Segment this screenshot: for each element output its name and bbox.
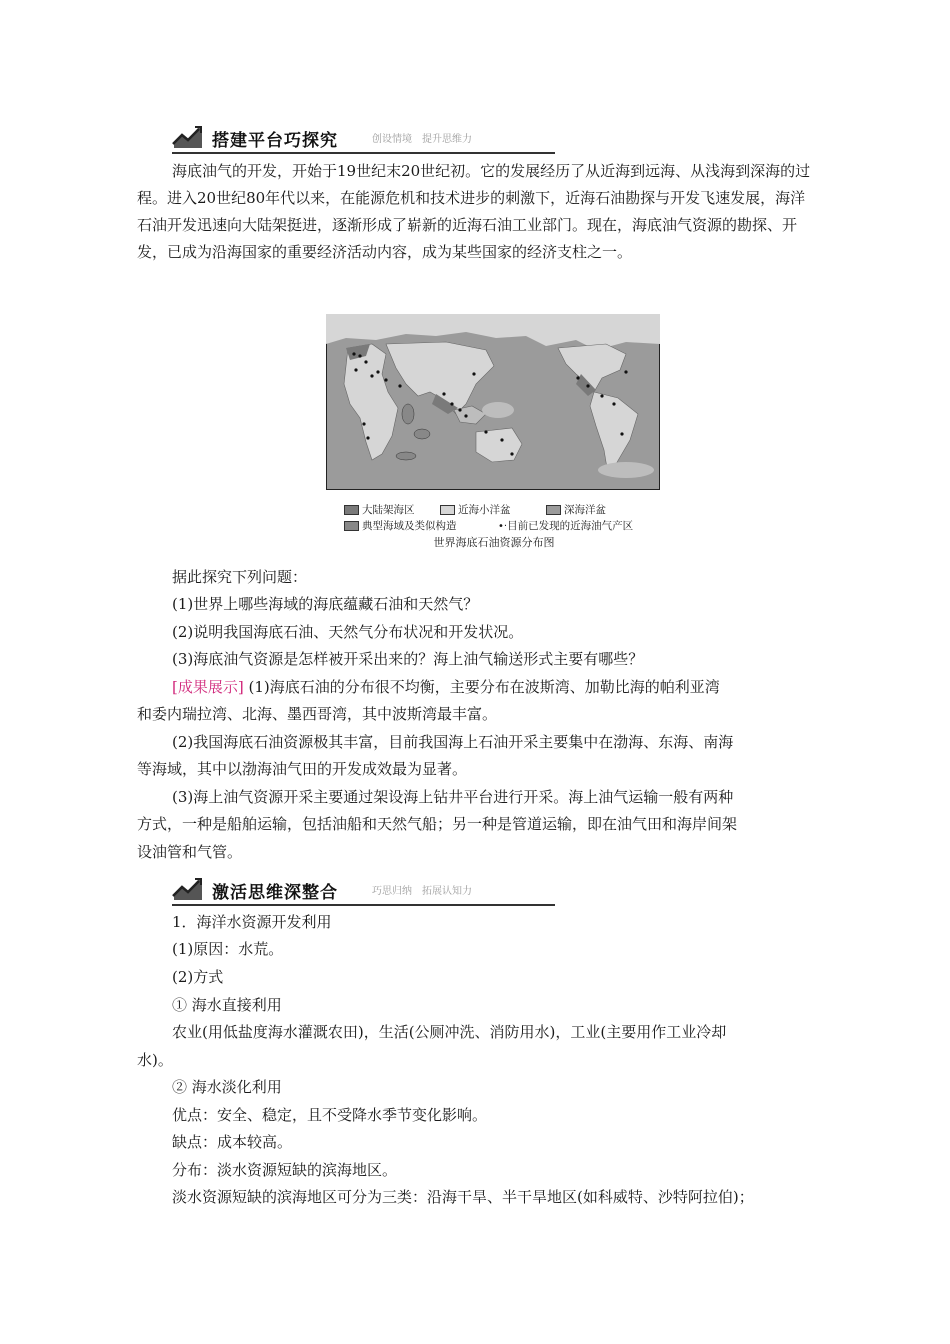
answer-2-line-1: (2)我国海底石油资源极其丰富，目前我国海上石油开采主要集中在渤海、东海、南海 xyxy=(172,733,734,751)
legend-swatch xyxy=(546,505,561,515)
summary-last-line: 淡水资源短缺的滨海地区可分为三类：沿海干旱、半干旱地区(如科威特、沙特阿拉伯)； xyxy=(172,1188,754,1206)
legend-swatch xyxy=(440,505,455,515)
question-3: (3)海底油气资源是怎样被开采出来的？海上油气输送形式主要有哪些？ xyxy=(172,650,644,668)
legend-small-basin: 近海小洋盆 xyxy=(440,502,511,517)
trend-chart-icon xyxy=(172,124,204,150)
answer-1-line-2: 和委内瑞拉湾、北海、墨西哥湾，其中波斯湾最丰富。 xyxy=(137,705,498,723)
section-subtitle: 巧思归纳 拓展认知力 xyxy=(372,886,472,897)
section-header-1 xyxy=(172,124,555,154)
summary-disadvantage: 缺点：成本较高。 xyxy=(172,1133,293,1151)
answer-2-line-2: 等海域，其中以渤海油气田的开发成效最为显著。 xyxy=(137,760,468,778)
questions-lead: 据此探究下列问题： xyxy=(172,568,308,586)
summary-method: (2)方式 xyxy=(172,968,224,986)
legend-deep-basin: 深海洋盆 xyxy=(546,502,606,517)
summary-advantage: 优点：安全、稳定，且不受降水季节变化影响。 xyxy=(172,1106,488,1124)
legend-typical: 典型海域及类似构造 xyxy=(344,518,457,533)
section-title: 搭建平台巧探究 xyxy=(212,131,338,151)
summary-distribution: 分布：淡水资源短缺的滨海地区。 xyxy=(172,1161,398,1179)
answer-3-line-2: 方式，一种是船舶运输，包括油船和天然气船；另一种是管道运输，即在油气田和海岸间架 xyxy=(137,815,738,833)
summary-method-1: ① 海水直接利用 xyxy=(172,996,282,1014)
summary-heading: 1．海洋水资源开发利用 xyxy=(172,913,332,931)
question-1: (1)世界上哪些海域的海底蕴藏石油和天然气？ xyxy=(172,595,479,613)
answer-3-line-1: (3)海上油气资源开采主要通过架设海上钻井平台进行开采。海上油气运输一般有两种 xyxy=(172,788,734,806)
legend-shelf: 大陆架海区 xyxy=(344,502,415,517)
legend-swatch xyxy=(344,521,359,531)
summary-method-1-line-1: 农业(用低盐度海水灌溉农田)，生活(公厕冲洗、消防用水)，工业(主要用作工业冷却 xyxy=(172,1023,727,1041)
trend-chart-icon xyxy=(172,876,204,902)
section-title: 激活思维深整合 xyxy=(212,883,338,903)
intro-paragraph: 海底油气的开发，开始于19世纪末20世纪初。它的发展经历了从近海到远海、从浅海到深海的过程。进入20世纪80年代以来，在能源危机和技术进步的刺激下，近海石油勘探与开发飞速发展，海洋石油开发迅速向大陆架挺进，逐渐形成了崭新的近海石油工业部门。现在，海底油气资源的勘探、开发，已成为沿海国家的重要经济活动内容，成为某些国家的经济支柱之一。 xyxy=(137,162,811,261)
answer-1-line-1: [成果展示] (1)海底石油的分布很不均衡，主要分布在波斯湾、加勒比海的帕利亚湾 xyxy=(172,678,720,696)
answer-3-line-3: 设油管和气管。 xyxy=(137,843,243,861)
summary-reason: (1)原因：水荒。 xyxy=(172,940,284,958)
summary-method-2: ② 海水淡化利用 xyxy=(172,1078,282,1096)
legend-oilfield: •·目前已发现的近海油气产区 xyxy=(498,520,634,532)
map-caption: 世界海底石油资源分布图 xyxy=(433,536,555,549)
summary-method-1-line-2: 水)。 xyxy=(137,1051,173,1069)
section-subtitle: 创设情境 提升思维力 xyxy=(372,134,472,145)
oil-dot-icon: •· xyxy=(498,521,508,532)
question-2: (2)说明我国海底石油、天然气分布状况和开发状况。 xyxy=(172,623,524,641)
results-tag: [成果展示] xyxy=(172,678,244,696)
world-offshore-oil-map xyxy=(326,314,660,490)
legend-swatch xyxy=(344,505,359,515)
section-header-2 xyxy=(172,876,555,906)
